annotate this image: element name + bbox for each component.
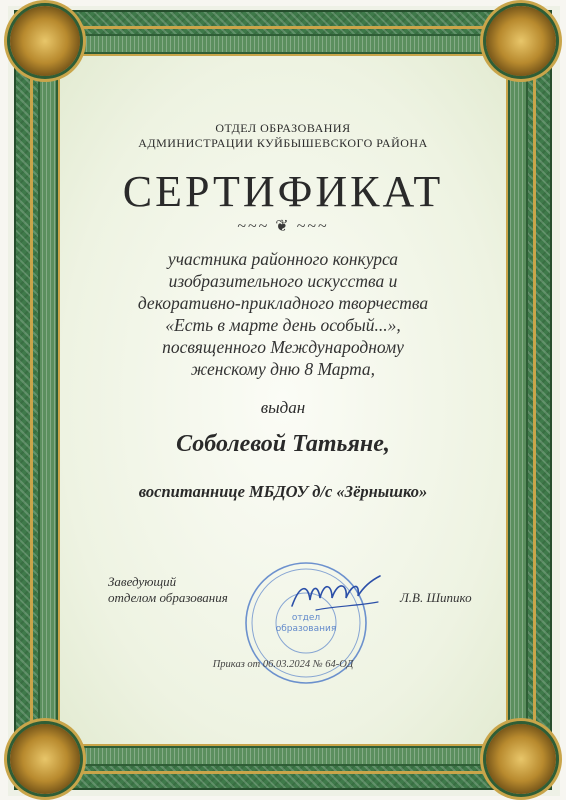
issuer-line-1: ОТДЕЛ ОБРАЗОВАНИЯ	[215, 121, 351, 135]
issuer-line-2: АДМИНИСТРАЦИИ КУЙБЫШЕВСКОГО РАЙОНА	[138, 136, 428, 150]
issued-label: выдан	[260, 398, 306, 417]
body-line-1: участника районного конкурса	[167, 249, 399, 269]
handwritten-signature	[286, 566, 386, 616]
signatory-name: Л.В. Шипико	[400, 590, 472, 605]
corner-ornament-top-right	[486, 6, 556, 76]
recipient-name: Соболевой Татьяне,	[176, 431, 390, 457]
certificate-title: СЕРТИФИКАТ	[122, 167, 444, 216]
body-line-4: «Есть в марте день особый...»,	[165, 315, 401, 335]
corner-ornament-top-left	[10, 6, 80, 76]
corner-ornament-bottom-left	[10, 724, 80, 794]
signatory-position-line-2: отделом образования	[108, 590, 228, 605]
signatory-position-line-1: Заведующий	[108, 574, 177, 589]
stamp-center-line-1: отдел	[291, 613, 321, 623]
body-line-5: посвященного Международному	[162, 337, 404, 357]
signatory-position	[108, 574, 228, 606]
title-flourish: ~~~ ❦ ~~~	[237, 218, 329, 235]
recipient-institution: воспитаннице МБДОУ д/с «Зёрнышко»	[138, 482, 428, 501]
order-reference: Приказ от 06.03.2024 № 64-ОД	[212, 659, 354, 670]
body-line-2: изобразительного искусства и	[168, 271, 398, 291]
body-line-3: декоративно-прикладного творчества	[137, 293, 429, 313]
body-line-6: женскому дню 8 Марта,	[190, 359, 376, 379]
stamp-center-line-2: образования	[275, 624, 337, 634]
corner-ornament-bottom-right	[486, 724, 556, 794]
